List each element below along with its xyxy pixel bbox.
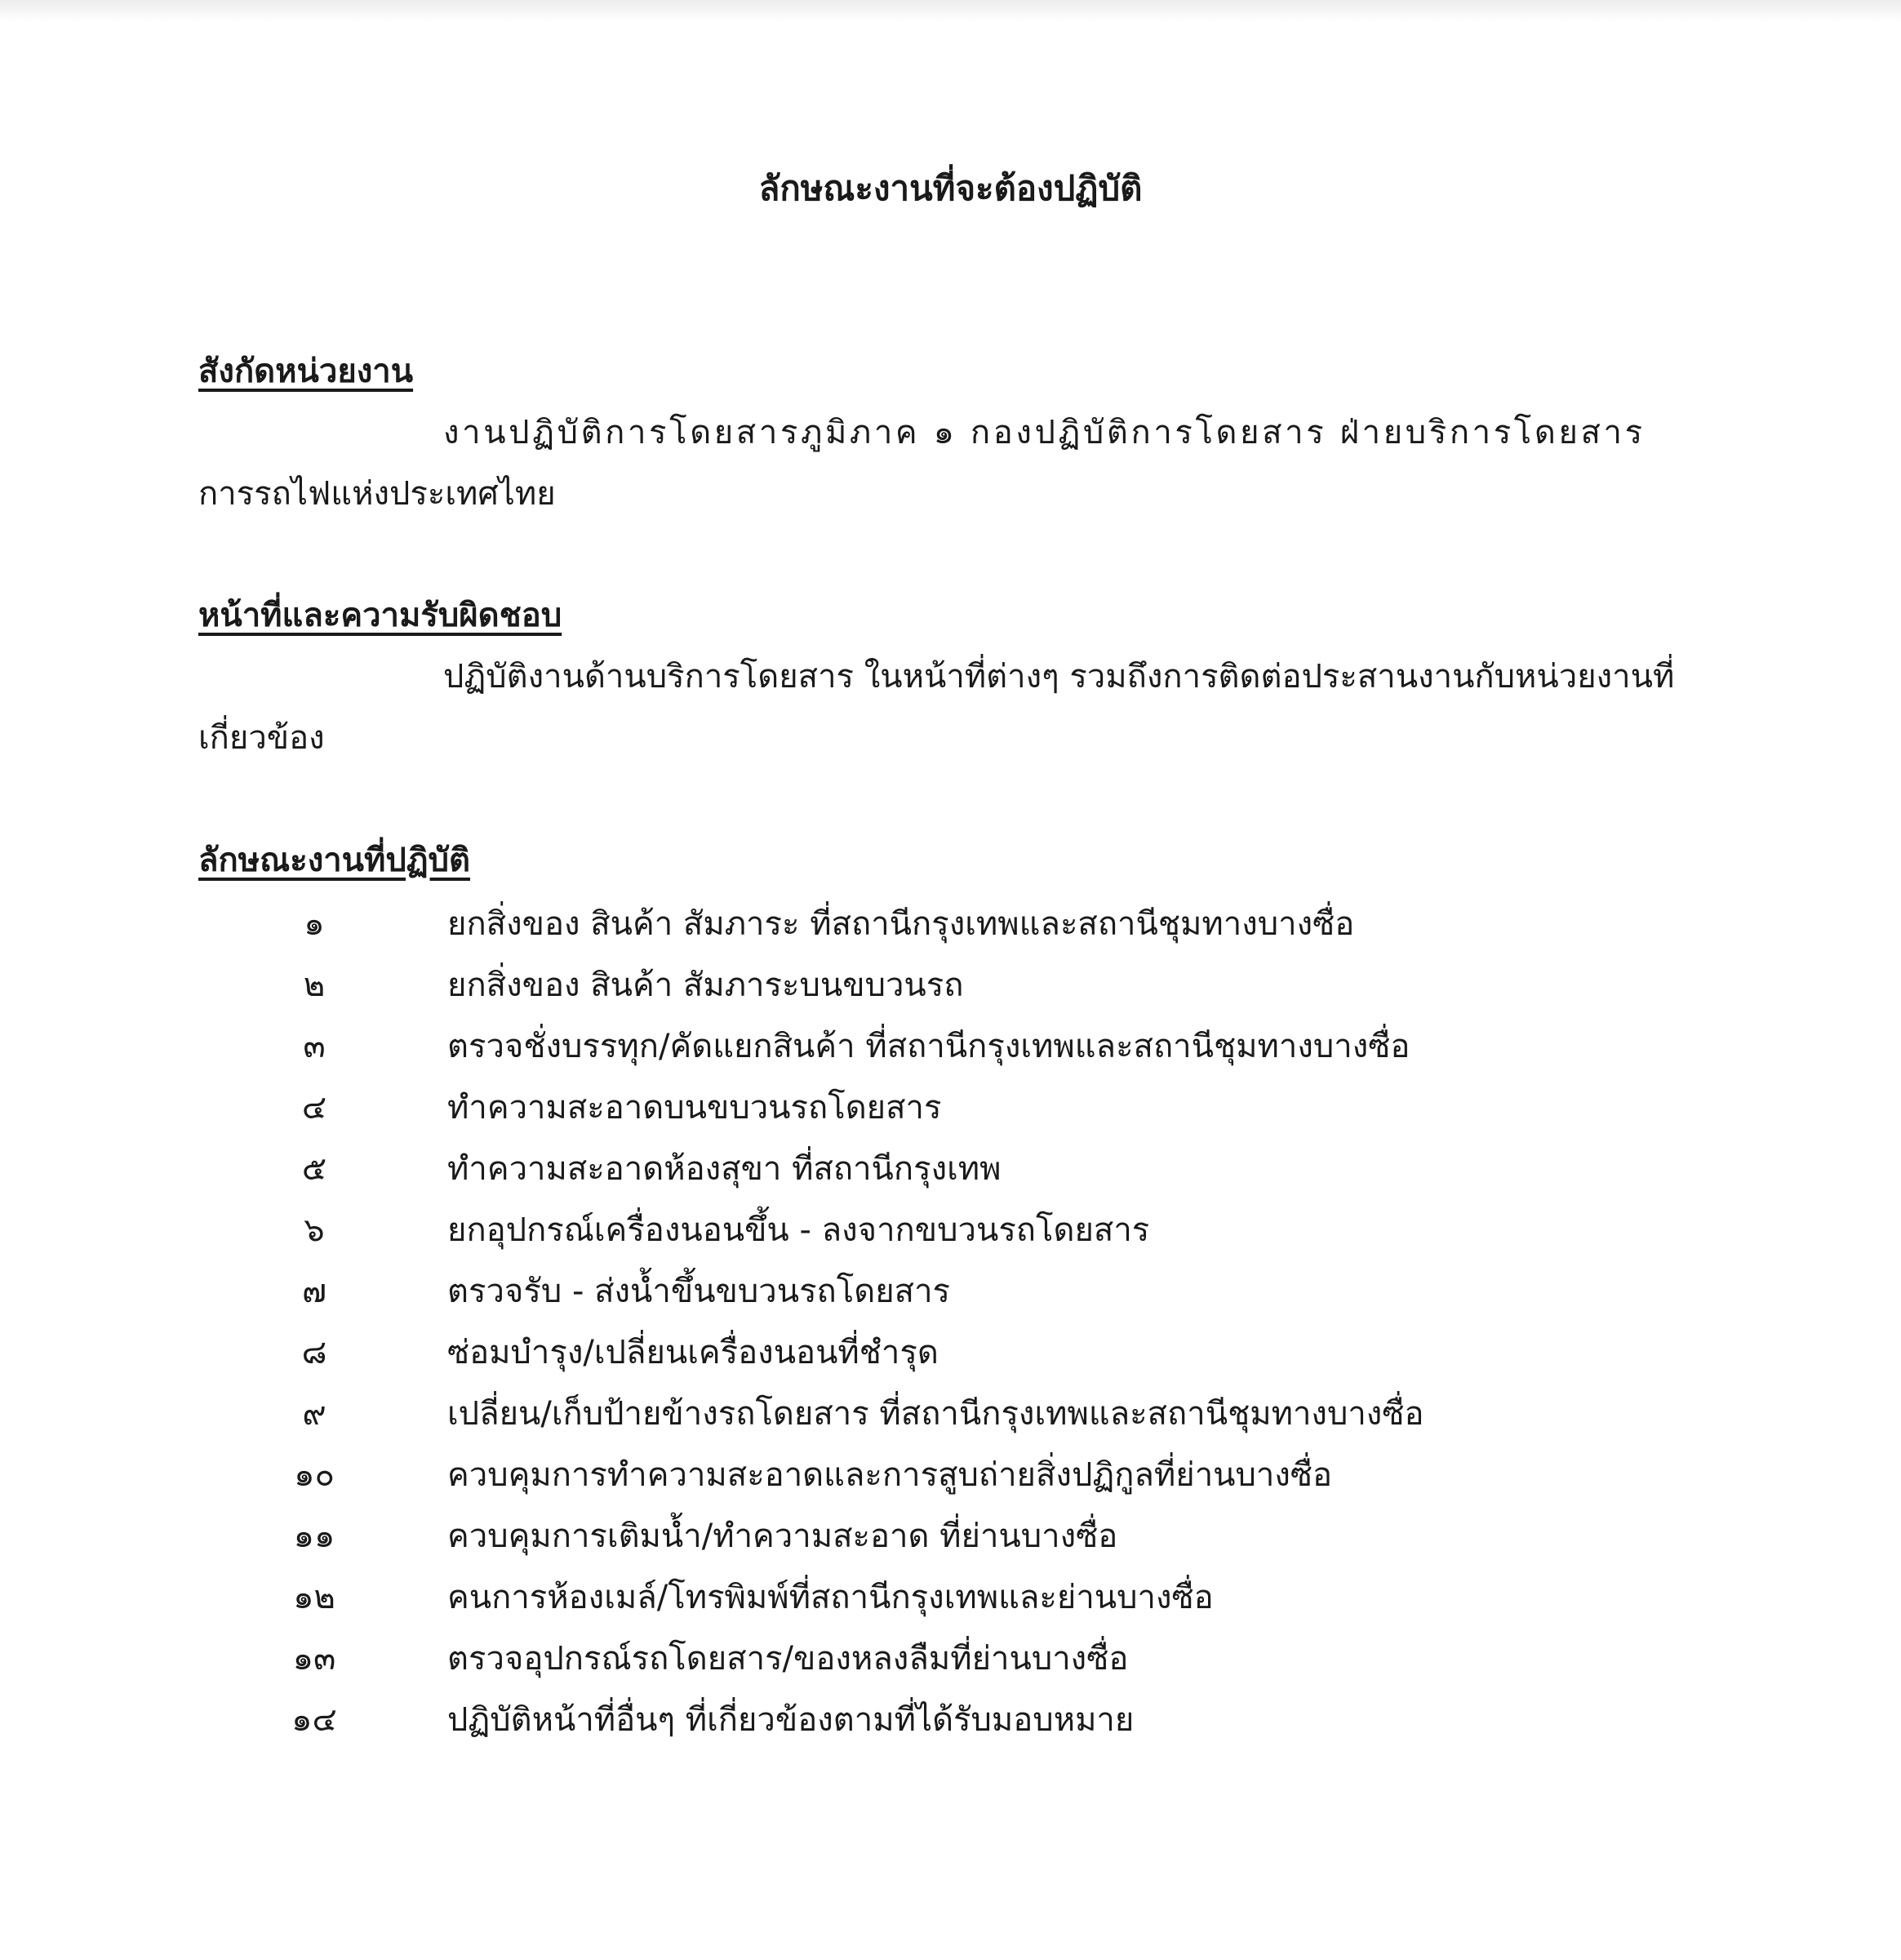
duty-text: คนการห้องเมล์/โทรพิมพ์ที่สถานีกรุงเทพและย่านบางซื่อ (447, 1579, 1214, 1616)
duty-number: ๒ (303, 967, 326, 1004)
duty-number: ๖ (304, 1211, 325, 1249)
duty-item (0, 1694, 1901, 1755)
duty-number: ๑๒ (293, 1579, 335, 1616)
duty-item (0, 1265, 1901, 1327)
duty-text: ตรวจอุปกรณ์รถโดยสาร/ของหลงลืมที่ย่านบางซื่อ (447, 1640, 1129, 1678)
duty-item (0, 1510, 1901, 1571)
duty-text: ตรวจชั่งบรรทุก/คัดแยกสินค้า ที่สถานีกรุงเทพและสถานีชุมทางบางซื่อ (447, 1028, 1410, 1065)
duty-item (0, 1204, 1901, 1265)
affiliation-text-line-1: งานปฏิบัติการโดยสารภูมิภาค ๑ กองปฏิบัติการโดยสาร ฝ่ายบริการโดยสาร (443, 414, 1646, 451)
duty-item (0, 1571, 1901, 1633)
duties-heading: ลักษณะงานที่ปฏิบัติ (198, 842, 471, 879)
duty-text: ควบคุมการเติมน้ำ/ทำความสะอาด ที่ย่านบางซื่อ (447, 1518, 1118, 1555)
duty-number: ๗ (301, 1273, 327, 1310)
duty-text: ยกอุปกรณ์เครื่องนอนขึ้น - ลงจากขบวนรถโดยสาร (447, 1211, 1150, 1249)
duty-text: ปฏิบัติหน้าที่อื่นๆ ที่เกี่ยวข้องตามที่ได้รับมอบหมาย (447, 1701, 1135, 1739)
duty-number: ๕ (301, 1150, 327, 1188)
responsibilities-heading: หน้าที่และความรับผิดชอบ (198, 597, 562, 634)
duty-text: ยกสิ่งของ สินค้า สัมภาระ ที่สถานีกรุงเทพและสถานีชุมทางบางซื่อ (447, 905, 1355, 943)
responsibilities-text-line-1: ปฏิบัติงานด้านบริการโดยสาร ในหน้าที่ต่างๆ รวมถึงการติดต่อประสานงานกับหน่วยงานที่ (443, 658, 1675, 696)
duty-item (0, 959, 1901, 1020)
duty-text: ทำความสะอาดบนขบวนรถโดยสาร (447, 1089, 942, 1127)
duty-number: ๘ (301, 1334, 327, 1371)
duty-item (0, 1020, 1901, 1082)
duty-item (0, 1327, 1901, 1388)
document-title: ลักษณะงานที่จะต้องปฏิบัติ (758, 168, 1143, 208)
duty-text: เปลี่ยน/เก็บป้ายข้างรถโดยสาร ที่สถานีกรุงเทพและสถานีชุมทางบางซื่อ (447, 1395, 1424, 1433)
duty-item (0, 1388, 1901, 1449)
affiliation-heading: สังกัดหน่วยงาน (198, 353, 414, 390)
duty-text: ตรวจรับ - ส่งน้ำขึ้นขบวนรถโดยสาร (447, 1273, 951, 1310)
duty-number: ๑ (304, 905, 325, 943)
duty-text: ทำความสะอาดห้องสุขา ที่สถานีกรุงเทพ (447, 1150, 1002, 1188)
responsibilities-text-line-2: เกี่ยวข้อง (198, 719, 325, 757)
duty-number: ๙ (302, 1395, 326, 1433)
duty-item (0, 1143, 1901, 1204)
affiliation-text-line-2: การรถไฟแห่งประเทศไทย (198, 475, 556, 513)
duty-number: ๑๓ (292, 1640, 336, 1678)
duty-item (0, 1633, 1901, 1694)
duty-number: ๓ (303, 1028, 326, 1065)
duty-item (0, 1449, 1901, 1510)
duty-text: ยกสิ่งของ สินค้า สัมภาระบนขบวนรถ (447, 967, 964, 1004)
duty-number: ๔ (301, 1089, 327, 1127)
duty-number: ๑๔ (291, 1701, 337, 1739)
duty-text: ควบคุมการทำความสะอาดและการสูบถ่ายสิ่งปฏิกูลที่ย่านบางซื่อ (447, 1456, 1333, 1494)
duty-item (0, 898, 1901, 959)
duty-text: ซ่อมบำรุง/เปลี่ยนเครื่องนอนที่ชำรุด (447, 1334, 939, 1371)
scan-edge-shadow (0, 0, 1901, 21)
duty-item (0, 1082, 1901, 1143)
duty-number: ๑๑ (293, 1518, 335, 1555)
duties-list (0, 898, 1901, 1755)
duty-number: ๑๐ (294, 1456, 335, 1494)
